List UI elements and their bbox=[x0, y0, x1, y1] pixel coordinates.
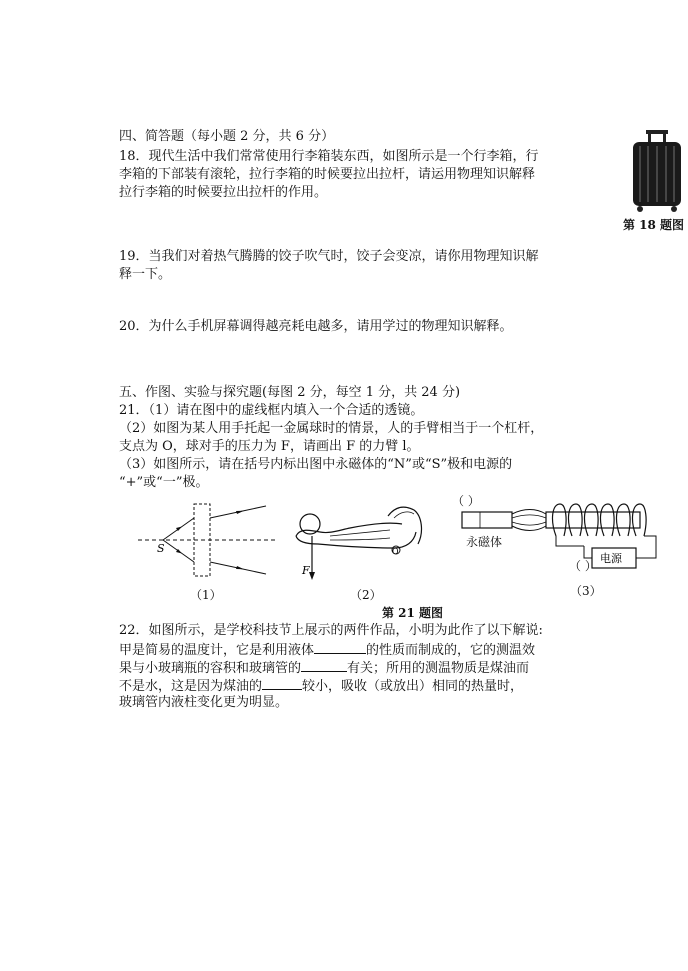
circuit-wire bbox=[636, 536, 656, 558]
fulcrum-label: O bbox=[392, 547, 399, 556]
magnet-label: 永磁体 bbox=[466, 535, 503, 549]
suitcase-wheel bbox=[671, 206, 677, 212]
fig3-caption: （3） bbox=[570, 584, 602, 598]
q19-line-2: 释一下。 bbox=[119, 267, 172, 282]
q18-caption: 第 18 题图 bbox=[623, 218, 685, 232]
suitcase-wheel bbox=[637, 206, 643, 212]
answer-blank-1[interactable] bbox=[314, 640, 366, 654]
circuit-wire bbox=[556, 536, 584, 546]
permanent-magnet bbox=[462, 512, 512, 528]
q19-line-1: 19．当我们对着热气腾腾的饺子吹气时，饺子会变凉，请你用物理知识解 bbox=[119, 249, 539, 264]
q20-text: 20．为什么手机屏幕调得越亮耗电越多，请用学过的物理知识解释。 bbox=[119, 319, 513, 334]
q21-line-4: （3）如图所示，请在括号内标出图中永磁体的“N”或“S”极和电源的 bbox=[119, 457, 513, 472]
iron-core bbox=[546, 512, 640, 528]
arm-figure bbox=[290, 504, 430, 582]
q18-line-1: 18．现代生活中我们常常使用行李箱装东西，如图所示是一个行李箱，行 bbox=[119, 149, 539, 164]
q21-line-2: （2）如图为某人用手托起一金属球时的情景，人的手臂相当于一个杠杆， bbox=[119, 421, 544, 436]
q18-line-2: 李箱的下部装有滚轮，拉行李箱的时候要拉出拉杆，请运用物理知识解释 bbox=[119, 167, 536, 182]
q22-line-1: 22．如图所示，是学校科技节上展示的两件作品，小明为此作了以下解说: bbox=[119, 623, 543, 638]
answer-blank-3[interactable] bbox=[262, 676, 302, 690]
q21-line-5: “+”或“一”极。 bbox=[119, 475, 209, 490]
fig2-caption: （2） bbox=[350, 588, 382, 602]
q21-line-3: 支点为 O，球对手的压力为 F，请画出 F 的力臂 l。 bbox=[119, 439, 420, 454]
section5-heading: 五、作图、实验与探究题(每图 2 分，每空 1 分，共 24 分) bbox=[119, 385, 461, 400]
power-pole-bracket: （ ） bbox=[569, 559, 597, 573]
suitcase-figure bbox=[628, 128, 686, 214]
q21-line-1: 21．（1）请在图中的虚线框内填入一个合适的透镜。 bbox=[119, 403, 424, 418]
source-label: S bbox=[157, 542, 165, 555]
q22-line-2: 甲是简易的温度计，它是利用液体 的性质而制成的，它的测温效 bbox=[119, 640, 535, 660]
force-label: F bbox=[302, 564, 310, 577]
section4-heading: 四、简答题（每小题 2 分，共 6 分） bbox=[119, 129, 335, 144]
field-line bbox=[512, 510, 546, 515]
answer-blank-2[interactable] bbox=[301, 658, 347, 672]
q22-line-5: 玻璃管内液柱变化更为明显。 bbox=[119, 695, 289, 710]
lens-figure bbox=[138, 500, 278, 580]
magnet-pole-bracket: （ ） bbox=[452, 494, 480, 508]
coil-windings bbox=[553, 504, 647, 536]
q21-caption: 第 21 题图 bbox=[382, 606, 444, 620]
fig1-caption: （1） bbox=[190, 588, 222, 602]
power-supply-label: 电源 bbox=[600, 552, 622, 565]
q22-line-4: 不是水，这是因为煤油的 较小，吸收（或放出）相同的热量时， bbox=[119, 676, 523, 696]
field-line bbox=[512, 526, 546, 531]
q22-line-3: 果与小玻璃瓶的容积和玻璃管的 有关；所用的测温物质是煤油而 bbox=[119, 658, 529, 678]
q18-line-3: 拉行李箱的时候要拉出拉杆的作用。 bbox=[119, 185, 328, 200]
